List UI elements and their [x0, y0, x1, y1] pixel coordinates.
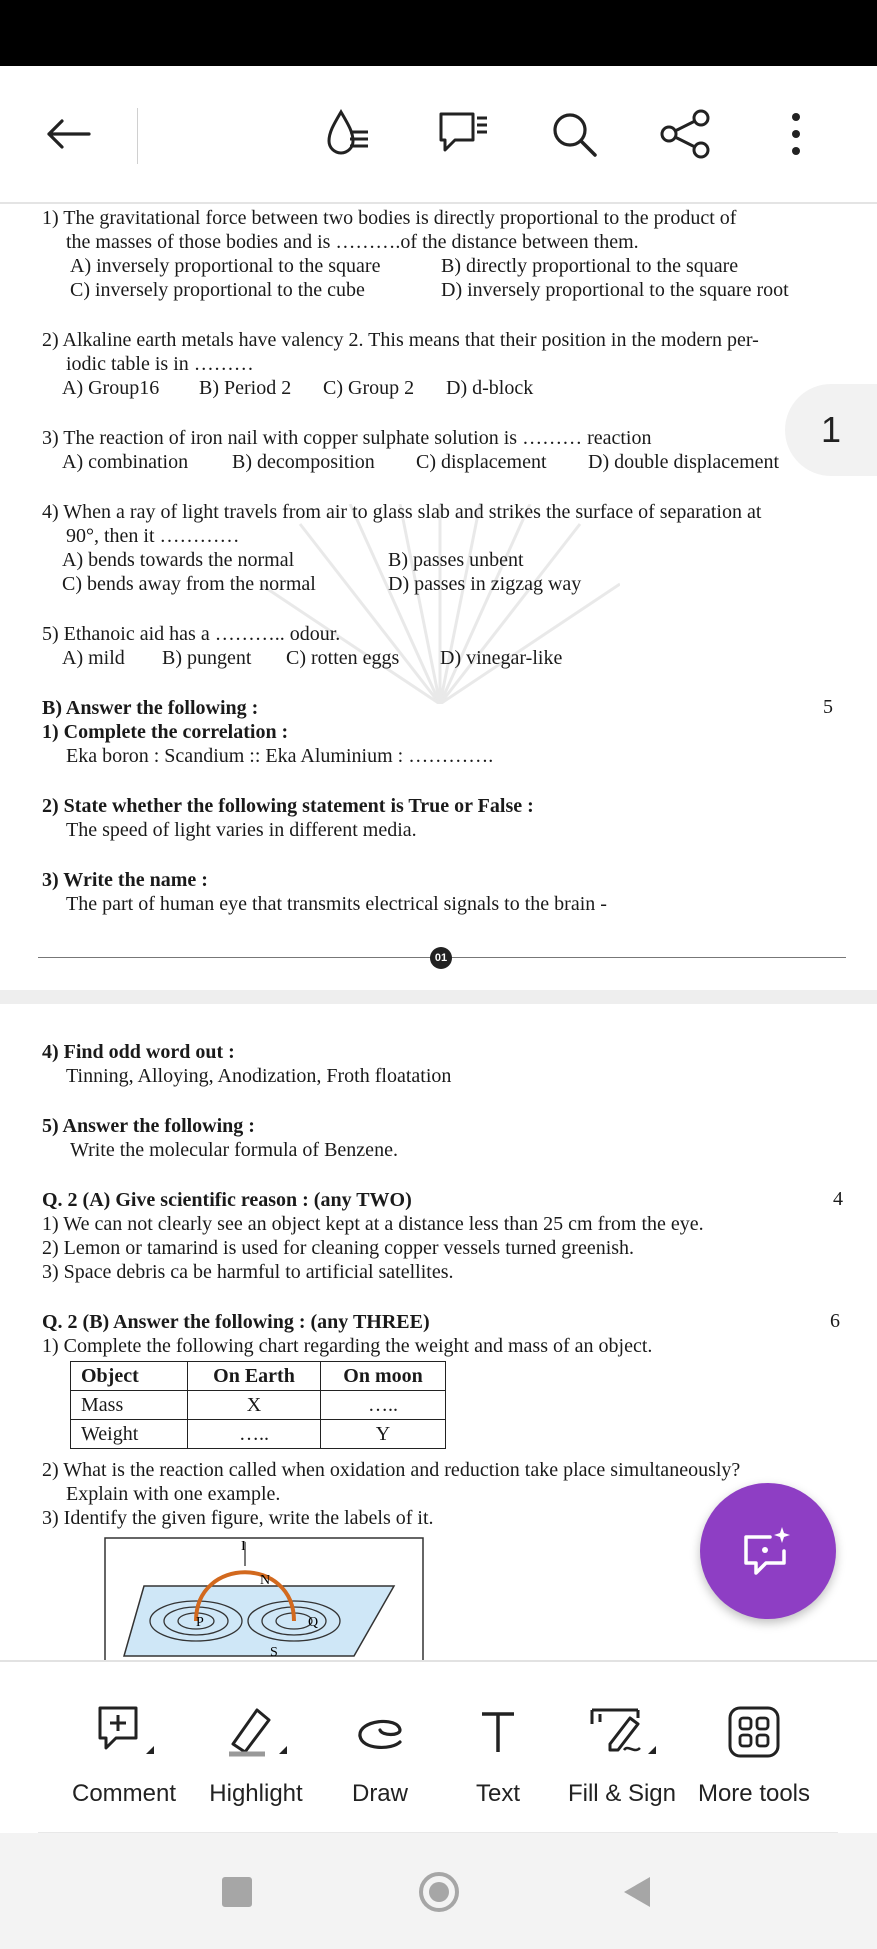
more-tools-icon: [684, 1702, 824, 1762]
table-row: [71, 1391, 446, 1420]
section-b-title: B) Answer the following :: [42, 697, 259, 719]
table-cell: …..: [321, 1391, 446, 1420]
q3-option-b: B) decomposition: [232, 451, 375, 473]
q2b-item1: 1) Complete the following chart regarding the weight and mass of an object.: [42, 1335, 653, 1357]
q3-text-line1: 3) The reaction of iron nail with copper sulphate solution is ……… reaction: [42, 427, 652, 449]
table-header-on-earth: On Earth: [188, 1362, 321, 1391]
q3-option-d: D) double displacement: [588, 451, 780, 473]
page-number-badge: 1: [785, 384, 877, 476]
back-triangle-icon: [620, 1875, 652, 1909]
q4-text-line1: 4) When a ray of light travels from air to glass slab and strikes the surface of separation at: [42, 501, 762, 523]
section-b-item3-text: The part of human eye that transmits electrical signals to the brain -: [66, 893, 607, 915]
q4-option-b: B) passes unbent: [388, 549, 524, 571]
table-header-on-moon: On moon: [321, 1362, 446, 1391]
q2a-item2: 2) Lemon or tamarind is used for cleaning copper vessels turned greenish.: [42, 1237, 635, 1259]
q2-option-a: A) Group16: [62, 377, 160, 399]
more-vertical-icon[interactable]: [776, 66, 816, 202]
q2-text-line2: iodic table is in ………: [66, 353, 254, 375]
q4-text-line2: 90°, then it …………: [66, 525, 240, 547]
table-header-row: [71, 1362, 446, 1391]
figure-label-q: Q: [308, 1615, 319, 1630]
fill-sign-icon: [552, 1702, 692, 1762]
home-circle-icon: [418, 1871, 460, 1913]
q2-text-line1: 2) Alkaline earth metals have valency 2. This means that their position in the modern per-: [42, 329, 759, 351]
table-cell: X: [188, 1391, 321, 1420]
q4-option-d: D) passes in zigzag way: [388, 573, 582, 595]
q5-option-a: A) mild: [62, 647, 125, 669]
figure-label-south: S: [270, 1645, 278, 1660]
weight-mass-table: [70, 1361, 446, 1449]
section-b-item2-text: The speed of light varies in different media.: [66, 819, 417, 841]
tool-comment-label: Comment: [71, 1780, 177, 1807]
section-b-item5-title: 5) Answer the following :: [42, 1115, 255, 1137]
q5-option-b: B) pungent: [162, 647, 252, 669]
q5-option-d: D) vinegar-like: [440, 647, 563, 669]
magnetic-field-figure: [104, 1536, 424, 1660]
section-b-item5-text: Write the molecular formula of Benzene.: [70, 1139, 398, 1161]
highlighter-icon: [186, 1702, 326, 1762]
q1-text-line1: 1) The gravitational force between two bodies is directly proportional to the product of: [42, 207, 737, 229]
q3-option-c: C) displacement: [416, 451, 547, 473]
q1-text-line2: the masses of those bodies and is ……….of the distance between them.: [66, 231, 639, 253]
q4-option-c: C) bends away from the normal: [62, 573, 316, 595]
system-navigation-bar: [0, 1833, 877, 1949]
home-button[interactable]: [418, 1871, 460, 1913]
q2a-title: Q. 2 (A) Give scientific reason : (any TWO): [42, 1189, 412, 1211]
tool-comment[interactable]: [54, 1662, 194, 1832]
bottom-toolbar: [0, 1662, 877, 1832]
q2a-item1: 1) We can not clearly see an object kept at a distance less than 25 cm from the eye.: [42, 1213, 704, 1235]
search-icon[interactable]: [546, 66, 602, 202]
q1-option-d: D) inversely proportional to the square root: [441, 279, 789, 301]
ai-assistant-fab[interactable]: [700, 1483, 836, 1619]
q2-option-b: B) Period 2: [199, 377, 292, 399]
comments-list-icon[interactable]: [432, 66, 496, 202]
tool-more-tools-label: More tools: [697, 1780, 811, 1807]
q2b-item3: 3) Identify the given figure, write the labels of it.: [42, 1507, 434, 1529]
ai-sparkle-chat-icon: [740, 1525, 796, 1577]
q1-option-a: A) inversely proportional to the square: [70, 255, 381, 277]
q5-option-c: C) rotten eggs: [286, 647, 400, 669]
q1-option-c: C) inversely proportional to the cube: [70, 279, 365, 301]
tool-highlight-label: Highlight: [209, 1780, 303, 1807]
q2b-marks: 6: [830, 1310, 840, 1332]
q1-option-b: B) directly proportional to the square: [441, 255, 739, 277]
q4-option-a: A) bends towards the normal: [62, 549, 295, 571]
table-cell: Mass: [71, 1391, 188, 1420]
figure-label-current: I: [241, 1539, 246, 1554]
tool-text-label: Text: [475, 1780, 520, 1807]
figure-label-p: P: [196, 1615, 204, 1630]
watermark-logo: [260, 504, 620, 704]
section-b-item4-text: Tinning, Alloying, Anodization, Froth floatation: [66, 1065, 452, 1087]
q2b-title: Q. 2 (B) Answer the following : (any THREE): [42, 1311, 430, 1333]
section-b-item1-title: 1) Complete the correlation :: [42, 721, 289, 743]
figure-label-north: N: [260, 1573, 271, 1588]
table-cell: Y: [321, 1420, 446, 1449]
q2b-item2-line2: Explain with one example.: [66, 1483, 281, 1505]
q2b-item2-line1: 2) What is the reaction called when oxidation and reduction take place simultaneously?: [42, 1459, 741, 1481]
table-cell: …..: [188, 1420, 321, 1449]
document-page-1: [0, 204, 877, 990]
tool-fill-sign[interactable]: [552, 1662, 692, 1832]
text-icon: [428, 1702, 568, 1762]
recent-apps-button[interactable]: [222, 1877, 252, 1907]
toolbar-separator: [137, 108, 138, 164]
q2-option-c: C) Group 2: [323, 377, 415, 399]
back-arrow-icon[interactable]: [36, 66, 100, 202]
section-b-marks: 5: [823, 696, 833, 718]
table-row: [71, 1420, 446, 1449]
tool-highlight[interactable]: [186, 1662, 326, 1832]
q2a-marks: 4: [833, 1188, 843, 1210]
table-cell: Weight: [71, 1420, 188, 1449]
section-b-item2-title: 2) State whether the following statement is True or False :: [42, 795, 534, 817]
page-gap: [0, 990, 877, 1004]
back-button[interactable]: [620, 1875, 652, 1909]
table-header-object: Object: [71, 1362, 188, 1391]
q2a-item3: 3) Space debris ca be harmful to artificial satellites.: [42, 1261, 454, 1283]
section-b-item3-title: 3) Write the name :: [42, 869, 208, 891]
section-b-item4-title: 4) Find odd word out :: [42, 1041, 235, 1063]
q2-option-d: D) d-block: [446, 377, 534, 399]
comment-add-icon: [54, 1702, 194, 1762]
section-b-item1-text: Eka boron : Scandium :: Eka Aluminium : ………….: [66, 745, 494, 767]
tool-fill-sign-label: Fill & Sign: [567, 1780, 677, 1807]
share-icon[interactable]: [656, 66, 716, 202]
tool-draw-label: Draw: [351, 1780, 408, 1807]
reading-mode-icon[interactable]: [318, 66, 378, 202]
q5-text-line1: 5) Ethanoic aid has a ……….. odour.: [42, 623, 341, 645]
q3-option-a: A) combination: [62, 451, 189, 473]
tool-more-tools[interactable]: [684, 1662, 824, 1832]
status-bar: [0, 0, 877, 66]
page-footer-number: 01: [430, 947, 452, 969]
tool-text[interactable]: [428, 1662, 568, 1832]
top-toolbar: [0, 66, 877, 202]
